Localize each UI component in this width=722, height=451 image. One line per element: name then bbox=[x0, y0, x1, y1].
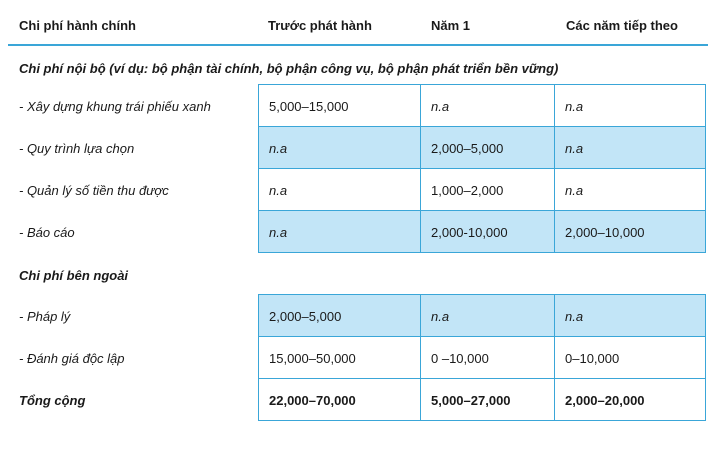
header-admin-cost: Chi phí hành chính bbox=[19, 18, 136, 33]
cell-pre-issuance: n.a bbox=[258, 168, 421, 211]
cell-pre-issuance: n.a bbox=[258, 126, 421, 169]
table-header bbox=[8, 7, 708, 46]
section-title: Chi phí bên ngoài bbox=[19, 268, 129, 283]
total-year-1: 5,000–27,000 bbox=[420, 378, 555, 421]
cell-year-1: 2,000–5,000 bbox=[420, 126, 555, 169]
cell-pre-issuance: 15,000–50,000 bbox=[258, 336, 421, 379]
cell-year-1: n.a bbox=[420, 294, 555, 337]
row-label: - Quy trình lựa chọn bbox=[19, 141, 135, 156]
total-label: Tổng cộng bbox=[19, 393, 86, 408]
table-row bbox=[8, 85, 708, 127]
cell-following-years: 2,000–10,000 bbox=[554, 210, 706, 253]
cell-following-years: n.a bbox=[554, 84, 706, 127]
cell-year-1: 2,000-10,000 bbox=[420, 210, 555, 253]
cell-following-years: 0–10,000 bbox=[554, 336, 706, 379]
cell-pre-issuance: n.a bbox=[258, 210, 421, 253]
admin-cost-table bbox=[8, 7, 708, 421]
row-label: - Báo cáo bbox=[19, 225, 75, 240]
table-row bbox=[8, 169, 708, 211]
cell-pre-issuance: 5,000–15,000 bbox=[258, 84, 421, 127]
cell-following-years: n.a bbox=[554, 126, 706, 169]
cell-pre-issuance: 2,000–5,000 bbox=[258, 294, 421, 337]
section-internal-costs bbox=[8, 46, 708, 85]
section-external-costs bbox=[8, 253, 708, 295]
cell-following-years: n.a bbox=[554, 168, 706, 211]
header-year-1: Năm 1 bbox=[431, 18, 471, 33]
cell-year-1: 1,000–2,000 bbox=[420, 168, 555, 211]
cell-following-years: n.a bbox=[554, 294, 706, 337]
table-row bbox=[8, 337, 708, 379]
cell-year-1: n.a bbox=[420, 84, 555, 127]
row-label: - Xây dựng khung trái phiếu xanh bbox=[19, 99, 211, 114]
header-pre-issuance: Trước phát hành bbox=[268, 18, 372, 33]
total-row bbox=[8, 379, 708, 421]
cell-year-1: 0 –10,000 bbox=[420, 336, 555, 379]
row-label: - Quản lý số tiền thu được bbox=[19, 183, 169, 198]
table-row bbox=[8, 295, 708, 337]
row-label: - Đánh giá độc lập bbox=[19, 351, 125, 366]
table-row bbox=[8, 127, 708, 169]
table-row bbox=[8, 211, 708, 253]
total-pre-issuance: 22,000–70,000 bbox=[258, 378, 421, 421]
row-label: - Pháp lý bbox=[19, 309, 71, 324]
header-following-years: Các năm tiếp theo bbox=[566, 18, 678, 33]
section-title: Chi phí nội bộ (ví dụ: bộ phận tài chính, bộ phận công vụ, bộ phận phát triển bền vững) bbox=[19, 61, 559, 76]
total-following-years: 2,000–20,000 bbox=[554, 378, 706, 421]
